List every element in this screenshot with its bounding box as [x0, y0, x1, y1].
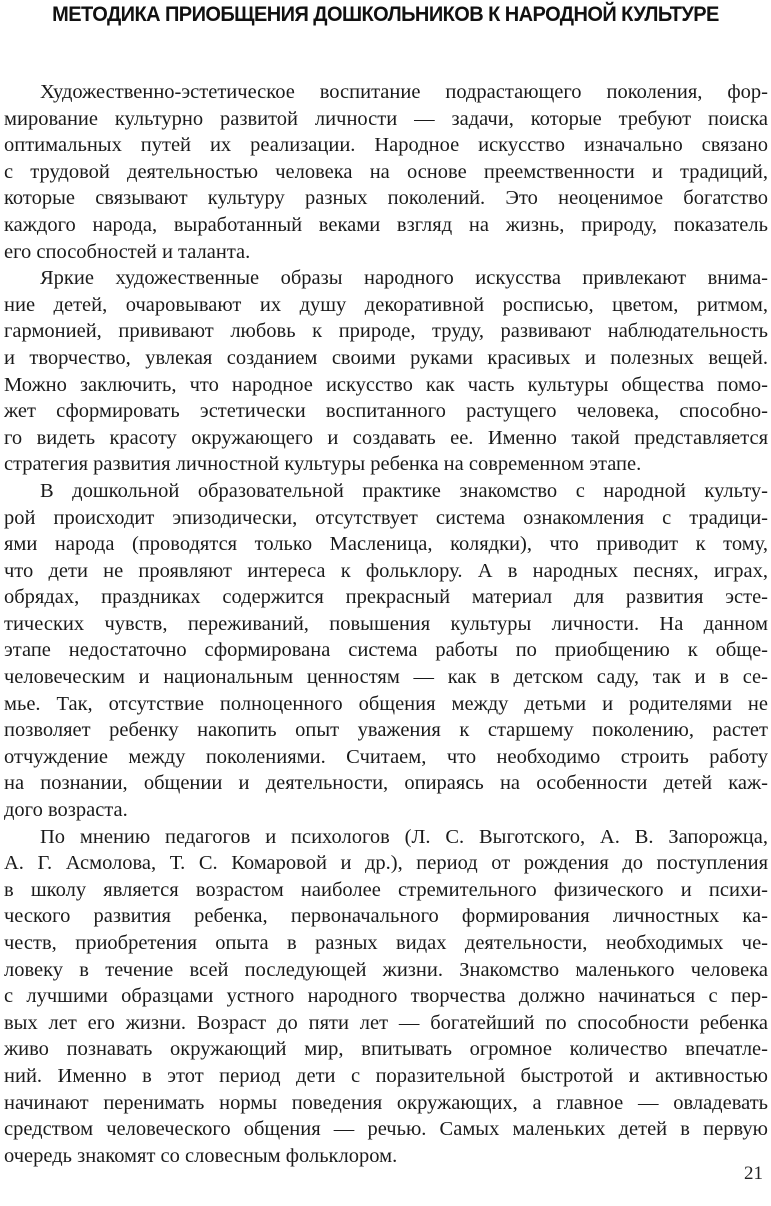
- text-line: [4, 451, 768, 478]
- text-line-content: которые связывают культуру разных поколений. Это неоценимое богатство: [4, 187, 768, 210]
- paragraph: [4, 478, 768, 824]
- text-line-content: очередь знакомят со словесным фольклором.: [4, 1144, 398, 1167]
- text-line-content: Художественно-эстетическое воспитание подрастающего поколения, фор-: [40, 81, 768, 103]
- text-line-content: его способностей и таланта.: [4, 240, 251, 263]
- text-line: [4, 611, 768, 638]
- text-line-content: вых лет его жизни. Возраст до пяти лет — богатейший по способности ребенка: [4, 1011, 768, 1034]
- text-line-content: жет сформировать эстетически воспитанного растущего человека, способно-: [4, 400, 768, 423]
- text-line: [4, 239, 768, 266]
- text-line-content: Можно заключить, что народное искусство как часть культуры общества помо-: [4, 373, 768, 396]
- text-line-content: ний. Именно в этот период дети с поразительной быстротой и активностью: [4, 1064, 768, 1087]
- text-line-content: каждого народа, выработанный веками взгляд на жизнь, природу, показатель: [4, 213, 768, 236]
- text-line-content: в школу является возрастом наиболее стремительного физического и психи-: [4, 878, 768, 901]
- text-line-content: с лучшими образцами устного народного творчества должно начинаться с пер-: [4, 985, 768, 1008]
- text-line: [4, 1090, 768, 1117]
- text-line: [4, 850, 768, 877]
- text-line: [4, 398, 768, 425]
- text-line: [4, 930, 768, 957]
- page-number: 21: [744, 1163, 763, 1184]
- text-line-content: тических чувств, переживаний, повышения культуры личности. На данном: [4, 612, 768, 635]
- text-line-content: этапе недостаточно сформирована система работы по приобщению к обще-: [4, 639, 768, 662]
- text-line: [4, 505, 768, 532]
- text-line: [4, 877, 768, 904]
- text-line: [4, 478, 768, 505]
- text-line-content: стратегия развития личностной культуры ребенка на современном этапе.: [4, 453, 642, 476]
- text-line-content: и творчество, увлекая созданием своими руками красивых и полезных вещей.: [4, 346, 768, 369]
- text-line-content: дого возраста.: [4, 799, 128, 822]
- text-line-content: По мнению педагогов и психологов (Л. С. Выготского, А. В. Запорожца,: [40, 825, 768, 848]
- text-line: [4, 770, 768, 797]
- text-line-content: оптимальных путей их реализации. Народное искусство изначально связано: [4, 134, 768, 157]
- text-line-content: ческого развития ребенка, первоначального формирования личностных ка-: [4, 905, 768, 928]
- text-line: [4, 1063, 768, 1090]
- text-line: [4, 637, 768, 664]
- text-line-content: отчуждение между поколениями. Считаем, что необходимо строить работу: [4, 745, 768, 768]
- text-line-content: средством человеческого общения — речью. Самых маленьких детей в первую: [4, 1118, 768, 1141]
- text-line: [4, 957, 768, 984]
- text-line-content: позволяет ребенку накопить опыт уважения к старшему поколению, растет: [4, 719, 768, 742]
- text-line-content: на познании, общении и деятельности, опираясь на особенности детей каж-: [4, 772, 768, 795]
- text-line: [4, 159, 768, 186]
- text-line: [4, 132, 768, 159]
- paragraph: [4, 824, 768, 1170]
- text-line: [4, 797, 768, 824]
- text-line: [4, 531, 768, 558]
- text-line-content: с трудовой деятельностью человека на основе преемственности и традиций,: [4, 160, 768, 183]
- text-line-content: го видеть красоту окружающего и создавать ее. Именно такой представляется: [4, 426, 768, 449]
- text-line: [4, 265, 768, 292]
- text-line-content: ние детей, очаровывают их душу декоративной росписью, цветом, ритмом,: [4, 293, 768, 316]
- text-line: [4, 106, 768, 133]
- text-line-content: мирование культурно развитой личности — задачи, которые требуют поиска: [4, 107, 768, 130]
- text-line: [4, 983, 768, 1010]
- chapter-running-header: МЕТОДИКА ПРИОБЩЕНИЯ ДОШКОЛЬНИКОВ К НАРОДНОЙ КУЛЬТУРЕ: [52, 2, 719, 26]
- text-line-content: А. Г. Асмолова, Т. С. Комаровой и др.), период от рождения до поступления: [4, 852, 768, 875]
- text-line: [4, 744, 768, 771]
- text-line-content: человеческим и национальным ценностям — как в детском саду, так и в се-: [4, 666, 768, 689]
- text-line: [4, 212, 768, 239]
- text-line: [4, 79, 768, 106]
- text-line-content: мье. Так, отсутствие полноценного общения между детьми и родителями не: [4, 692, 768, 715]
- text-line: [4, 664, 768, 691]
- text-line: [4, 292, 768, 319]
- text-line: [4, 318, 768, 345]
- text-line: [4, 691, 768, 718]
- text-line: [4, 1143, 768, 1170]
- text-line: [4, 1010, 768, 1037]
- text-line-content: Яркие художественные образы народного искусства привлекают внима-: [40, 267, 768, 290]
- text-line: [4, 558, 768, 585]
- text-line-content: В дошкольной образовательной практике знакомство с народной культу-: [40, 479, 768, 502]
- text-line-content: ловеку в течение всей последующей жизни. Знакомство маленького человека: [4, 958, 768, 981]
- text-line-content: что дети не проявляют интереса к фольклору. А в народных песнях, играх,: [4, 559, 768, 582]
- text-line: [4, 1036, 768, 1063]
- text-line-content: начинают перенимать нормы поведения окружающих, а главное — овладевать: [4, 1091, 768, 1114]
- text-line: [4, 584, 768, 611]
- text-line: [4, 185, 768, 212]
- text-line: [4, 425, 768, 452]
- text-line: [4, 372, 768, 399]
- article-body: [4, 79, 768, 1169]
- text-line: [4, 824, 768, 851]
- text-line-content: рой происходит эпизодически, отсутствует система ознакомления с традици-: [4, 506, 768, 529]
- text-line-content: гармонией, прививают любовь к природе, труду, развивают наблюдательность: [4, 320, 768, 343]
- text-line: [4, 903, 768, 930]
- text-line: [4, 1116, 768, 1143]
- text-line: [4, 717, 768, 744]
- text-line-content: честв, приобретения опыта в разных видах деятельности, необходимых че-: [4, 932, 768, 954]
- paragraph: [4, 265, 768, 478]
- text-line: [4, 345, 768, 372]
- text-line-content: ями народа (проводятся только Масленица, колядки), что приводит к тому,: [4, 533, 768, 556]
- text-line-content: обрядах, праздниках содержится прекрасный материал для развития эсте-: [4, 586, 768, 609]
- text-line-content: живо познавать окружающий мир, впитывать огромное количество впечатле-: [4, 1038, 768, 1061]
- paragraph: [4, 79, 768, 265]
